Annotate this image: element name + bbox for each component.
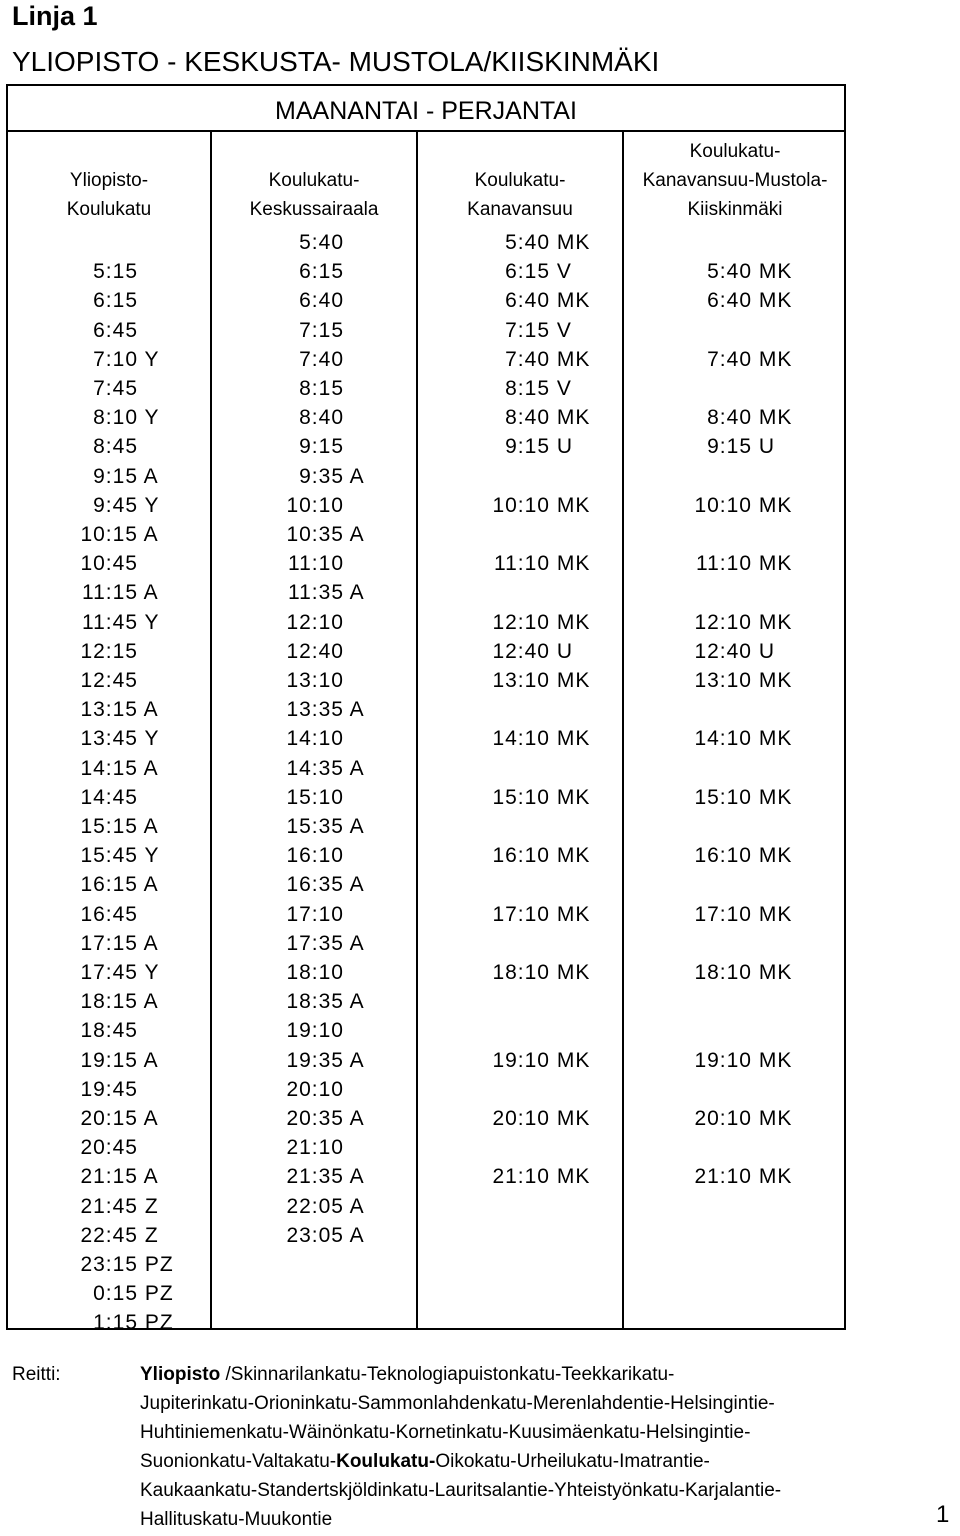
departure-time bbox=[80, 1046, 158, 1075]
route-stop-text: Oikokatu-Urheilukatu-Imatrantie- bbox=[435, 1451, 710, 1472]
departure-time: 22:05 A bbox=[286, 1194, 365, 1218]
departure-time bbox=[93, 1308, 174, 1337]
time-value: 1:15 PZ bbox=[93, 1311, 174, 1335]
route-line bbox=[140, 1360, 940, 1389]
time-value: 17:15 A bbox=[80, 931, 159, 955]
table-row bbox=[8, 345, 844, 374]
departure-time bbox=[80, 637, 138, 666]
departure-time: 7:15 V bbox=[505, 318, 572, 342]
table-row bbox=[8, 286, 844, 315]
departure-time: 8:15 V bbox=[505, 377, 572, 400]
departure-time: 19:35 A bbox=[286, 1048, 365, 1072]
departure-time: 21:10 MK bbox=[694, 1165, 793, 1189]
time-value: 23:15 PZ bbox=[80, 1253, 174, 1276]
departure-time: 5:40 bbox=[299, 231, 344, 254]
route-stop-text: Suonionkatu-Valtakatu- bbox=[140, 1451, 337, 1472]
departure-time: 14:10 MK bbox=[492, 727, 591, 751]
departure-time bbox=[93, 491, 159, 520]
departure-time bbox=[82, 608, 159, 637]
table-row bbox=[8, 812, 844, 841]
departure-time bbox=[93, 432, 138, 461]
departure-time: 10:10 MK bbox=[694, 493, 793, 517]
time-value: 14:45 bbox=[80, 785, 138, 809]
table-row bbox=[8, 1192, 844, 1221]
table-row bbox=[8, 1133, 844, 1162]
table-row bbox=[8, 316, 844, 345]
route-line bbox=[140, 1505, 940, 1534]
table-row bbox=[8, 549, 844, 578]
departure-time: 12:40 U bbox=[492, 639, 573, 663]
departure-time: 18:10 MK bbox=[694, 961, 793, 984]
column-header-line: Keskussairaala bbox=[249, 199, 379, 220]
time-value: 5:15 bbox=[93, 260, 138, 284]
departure-time: 7:40 MK bbox=[505, 347, 591, 371]
departure-time bbox=[80, 695, 158, 724]
departure-time: 14:10 MK bbox=[694, 727, 793, 751]
departure-time: 12:10 MK bbox=[492, 610, 591, 634]
route-line bbox=[140, 1447, 940, 1476]
departure-time bbox=[80, 783, 138, 812]
departure-time: 6:15 V bbox=[505, 260, 572, 284]
departure-time bbox=[80, 754, 158, 783]
departure-time: 10:35 A bbox=[286, 523, 365, 546]
departure-time bbox=[93, 345, 159, 374]
table-row bbox=[8, 754, 844, 783]
departure-time bbox=[80, 1221, 158, 1250]
departure-time: 16:10 MK bbox=[694, 844, 793, 868]
departure-time bbox=[93, 286, 138, 315]
departure-time bbox=[93, 374, 138, 403]
departure-time: 14:10 bbox=[286, 727, 344, 751]
column-header-line: Koulukatu- bbox=[268, 170, 360, 191]
departure-time bbox=[80, 841, 159, 870]
table-row bbox=[8, 929, 844, 958]
column-header-line: Kanavansuu bbox=[467, 199, 573, 220]
table-row bbox=[8, 900, 844, 929]
departure-time: 17:10 bbox=[286, 902, 344, 926]
table-row bbox=[8, 870, 844, 899]
departure-time: 17:10 MK bbox=[694, 902, 793, 926]
column-header-line: Koulukatu- bbox=[474, 170, 566, 191]
departure-time bbox=[82, 578, 159, 607]
time-value: 7:10 Y bbox=[93, 347, 160, 371]
column-header-4 bbox=[624, 132, 846, 228]
table-row bbox=[8, 637, 844, 666]
time-value: 9:15 A bbox=[93, 464, 159, 488]
route-stop-highlight: Yliopisto bbox=[140, 1364, 221, 1385]
table-row bbox=[8, 724, 844, 753]
departure-time: 13:35 A bbox=[286, 698, 365, 722]
departure-time: 18:10 MK bbox=[492, 961, 591, 984]
departure-time bbox=[80, 1075, 138, 1104]
departure-time bbox=[93, 1279, 174, 1308]
departure-time bbox=[80, 958, 159, 987]
departure-time: 20:10 MK bbox=[694, 1107, 793, 1130]
table-row bbox=[8, 1162, 844, 1191]
column-header-line: Koulukatu- bbox=[689, 141, 781, 162]
departure-time bbox=[80, 900, 138, 929]
departure-time bbox=[80, 1016, 138, 1045]
departure-time bbox=[80, 1192, 158, 1221]
table-row bbox=[8, 403, 844, 432]
time-value: 11:15 A bbox=[82, 581, 159, 605]
route-title: YLIOPISTO - KESKUSTA- MUSTOLA/KIISKINMÄKI bbox=[12, 46, 660, 77]
departure-time bbox=[80, 549, 138, 578]
table-row bbox=[8, 666, 844, 695]
table-row bbox=[8, 1104, 844, 1133]
departure-time: 6:40 bbox=[299, 289, 344, 313]
departure-time: 19:10 bbox=[286, 1019, 344, 1043]
column-header-2 bbox=[212, 132, 416, 228]
page-number: 1 bbox=[936, 1501, 950, 1528]
time-value: 19:15 A bbox=[80, 1048, 159, 1072]
time-value: 8:45 bbox=[93, 435, 138, 459]
table-row bbox=[8, 1221, 844, 1250]
departure-time: 15:10 MK bbox=[694, 785, 793, 809]
departure-time: 6:15 bbox=[299, 260, 344, 284]
departure-time: 8:15 bbox=[299, 377, 344, 400]
departure-time bbox=[80, 1162, 158, 1191]
time-value: 21:45 Z bbox=[80, 1194, 159, 1218]
departure-time: 20:10 MK bbox=[492, 1107, 591, 1130]
route-stop-highlight: Koulukatu- bbox=[336, 1451, 436, 1472]
departure-time: 12:40 bbox=[286, 639, 344, 663]
table-row bbox=[8, 608, 844, 637]
table-row bbox=[8, 257, 844, 286]
table-row bbox=[8, 958, 844, 987]
departure-time: 5:40 MK bbox=[505, 231, 591, 254]
departure-time: 15:10 bbox=[286, 785, 344, 809]
departure-time bbox=[80, 1104, 158, 1133]
time-value: 7:45 bbox=[93, 377, 138, 400]
time-value: 20:45 bbox=[80, 1136, 138, 1160]
route-line bbox=[140, 1418, 940, 1447]
time-value: 15:15 A bbox=[80, 815, 159, 838]
departure-time: 8:40 MK bbox=[505, 406, 591, 430]
table-row bbox=[8, 374, 844, 403]
route-stop-text: Jupiterinkatu-Orioninkatu-Sammonlahdenkatu-Merenlahdentie-Helsingintie- bbox=[140, 1393, 775, 1414]
departure-time bbox=[80, 1250, 173, 1279]
departure-time: 13:10 MK bbox=[492, 669, 591, 692]
time-value: 12:45 bbox=[80, 669, 138, 692]
departure-time: 13:10 MK bbox=[694, 669, 793, 692]
route-stop-text: Kaukaankatu-Standertskjöldinkatu-Lauritsalantie-Yhteistyönkatu-Karjalantie- bbox=[140, 1480, 782, 1501]
departure-time: 9:15 U bbox=[505, 435, 573, 459]
departure-time: 16:35 A bbox=[286, 873, 365, 897]
departure-time: 7:40 bbox=[299, 347, 344, 371]
departure-time: 6:40 MK bbox=[707, 289, 793, 313]
time-value: 19:45 bbox=[80, 1077, 138, 1101]
departure-time: 14:35 A bbox=[286, 756, 365, 780]
departure-time bbox=[80, 1133, 138, 1162]
departure-time: 18:10 bbox=[286, 961, 344, 984]
departure-time bbox=[93, 403, 159, 432]
departure-time: 16:10 MK bbox=[492, 844, 591, 868]
departure-time bbox=[80, 666, 138, 695]
departure-time bbox=[80, 520, 158, 549]
time-value: 14:15 A bbox=[80, 756, 159, 780]
column-header-line: Koulukatu bbox=[66, 199, 152, 220]
time-value: 13:15 A bbox=[80, 698, 159, 722]
column-header-1 bbox=[8, 132, 210, 228]
departure-time: 12:40 U bbox=[694, 639, 775, 663]
departure-time: 9:35 A bbox=[299, 464, 365, 488]
departure-time: 12:10 bbox=[286, 610, 344, 634]
departure-time: 7:40 MK bbox=[707, 347, 793, 371]
departure-time: 17:10 MK bbox=[492, 902, 591, 926]
time-value: 15:45 Y bbox=[80, 844, 160, 868]
departure-time: 12:10 MK bbox=[694, 610, 793, 634]
departure-time: 20:35 A bbox=[286, 1107, 365, 1130]
table-row bbox=[8, 1279, 844, 1308]
route-stop-text: Hallituskatu-Muukontie bbox=[140, 1509, 333, 1530]
table-row bbox=[8, 462, 844, 491]
table-row bbox=[8, 1046, 844, 1075]
departure-time: 6:40 MK bbox=[505, 289, 591, 313]
route-label: Reitti: bbox=[12, 1364, 61, 1385]
departure-time: 8:40 MK bbox=[707, 406, 793, 430]
route-description bbox=[140, 1360, 940, 1534]
departure-time bbox=[93, 316, 138, 345]
day-title: MAANANTAI - PERJANTAI bbox=[8, 86, 844, 132]
departure-time bbox=[93, 462, 159, 491]
table-row bbox=[8, 578, 844, 607]
departure-time: 10:10 MK bbox=[492, 493, 591, 517]
departure-time: 19:10 MK bbox=[694, 1048, 793, 1072]
table-row bbox=[8, 1250, 844, 1279]
departure-time: 7:15 bbox=[299, 318, 344, 342]
time-value: 13:45 Y bbox=[80, 727, 160, 751]
departure-time: 17:35 A bbox=[286, 931, 365, 955]
departure-time: 11:10 MK bbox=[494, 552, 591, 576]
departure-time: 5:40 MK bbox=[707, 260, 793, 284]
departure-time: 9:15 bbox=[299, 435, 344, 459]
departure-time: 8:40 bbox=[299, 406, 344, 430]
departure-time: 21:35 A bbox=[286, 1165, 365, 1189]
time-value: 12:15 bbox=[80, 639, 138, 663]
time-value: 6:45 bbox=[93, 318, 138, 342]
table-row bbox=[8, 783, 844, 812]
time-value: 9:45 Y bbox=[93, 493, 160, 517]
timetable bbox=[6, 84, 846, 1335]
time-value: 10:45 bbox=[80, 552, 138, 576]
table-row bbox=[8, 491, 844, 520]
route-stop-text: Huhtiniemenkatu-Wäinönkatu-Kornetinkatu-Kuusimäenkatu-Helsingintie- bbox=[140, 1422, 751, 1443]
table-row bbox=[8, 432, 844, 461]
departure-time: 21:10 bbox=[286, 1136, 344, 1160]
table-row bbox=[8, 1016, 844, 1045]
departure-time: 19:10 MK bbox=[492, 1048, 591, 1072]
column-header-line: Yliopisto- bbox=[69, 170, 149, 191]
departure-time bbox=[80, 812, 158, 841]
time-value: 21:15 A bbox=[80, 1165, 159, 1189]
time-value: 11:45 Y bbox=[82, 610, 160, 634]
table-row bbox=[8, 1308, 844, 1337]
departure-time bbox=[80, 724, 159, 753]
column-header-line: Kiiskinmäki bbox=[687, 199, 783, 220]
departure-time: 21:10 MK bbox=[492, 1165, 591, 1189]
departure-time: 20:10 bbox=[286, 1077, 344, 1101]
route-line bbox=[140, 1389, 940, 1418]
table-row bbox=[8, 695, 844, 724]
time-value: 16:15 A bbox=[80, 873, 159, 897]
column-header-line: Kanavansuu-Mustola- bbox=[642, 170, 828, 191]
table-row bbox=[8, 841, 844, 870]
column-header-3 bbox=[418, 132, 622, 228]
route-line bbox=[140, 1476, 940, 1505]
departure-time: 11:10 MK bbox=[696, 552, 793, 576]
departure-time: 15:10 MK bbox=[492, 785, 591, 809]
departure-time: 18:35 A bbox=[286, 990, 365, 1014]
departure-time: 16:10 bbox=[286, 844, 344, 868]
table-row bbox=[8, 520, 844, 549]
departure-time: 9:15 U bbox=[707, 435, 775, 459]
departure-time: 13:10 bbox=[286, 669, 344, 692]
route-stop-text: /Skinnarilankatu-Teknologiapuistonkatu-Teekkarikatu- bbox=[220, 1364, 675, 1385]
time-value: 18:45 bbox=[80, 1019, 138, 1043]
time-value: 16:45 bbox=[80, 902, 138, 926]
time-value: 17:45 Y bbox=[80, 961, 160, 984]
departure-time bbox=[80, 870, 158, 899]
time-value: 20:15 A bbox=[80, 1107, 159, 1130]
departure-time bbox=[93, 257, 138, 286]
line-title: Linja 1 bbox=[12, 1, 98, 31]
departure-time: 10:10 bbox=[286, 493, 344, 517]
table-row bbox=[8, 987, 844, 1016]
time-value: 18:15 A bbox=[80, 990, 159, 1014]
departure-time bbox=[80, 929, 158, 958]
departure-time: 23:05 A bbox=[286, 1223, 365, 1247]
time-value: 10:15 A bbox=[80, 523, 159, 546]
departure-time: 11:35 A bbox=[288, 581, 365, 605]
time-value: 8:10 Y bbox=[93, 406, 160, 430]
time-value: 22:45 Z bbox=[80, 1223, 159, 1247]
table-row bbox=[8, 228, 844, 257]
time-value: 6:15 bbox=[93, 289, 138, 313]
time-value: 0:15 PZ bbox=[93, 1282, 174, 1306]
departure-time: 15:35 A bbox=[286, 815, 365, 838]
departure-time bbox=[80, 987, 158, 1016]
departure-time: 11:10 bbox=[288, 552, 344, 576]
table-row bbox=[8, 1075, 844, 1104]
